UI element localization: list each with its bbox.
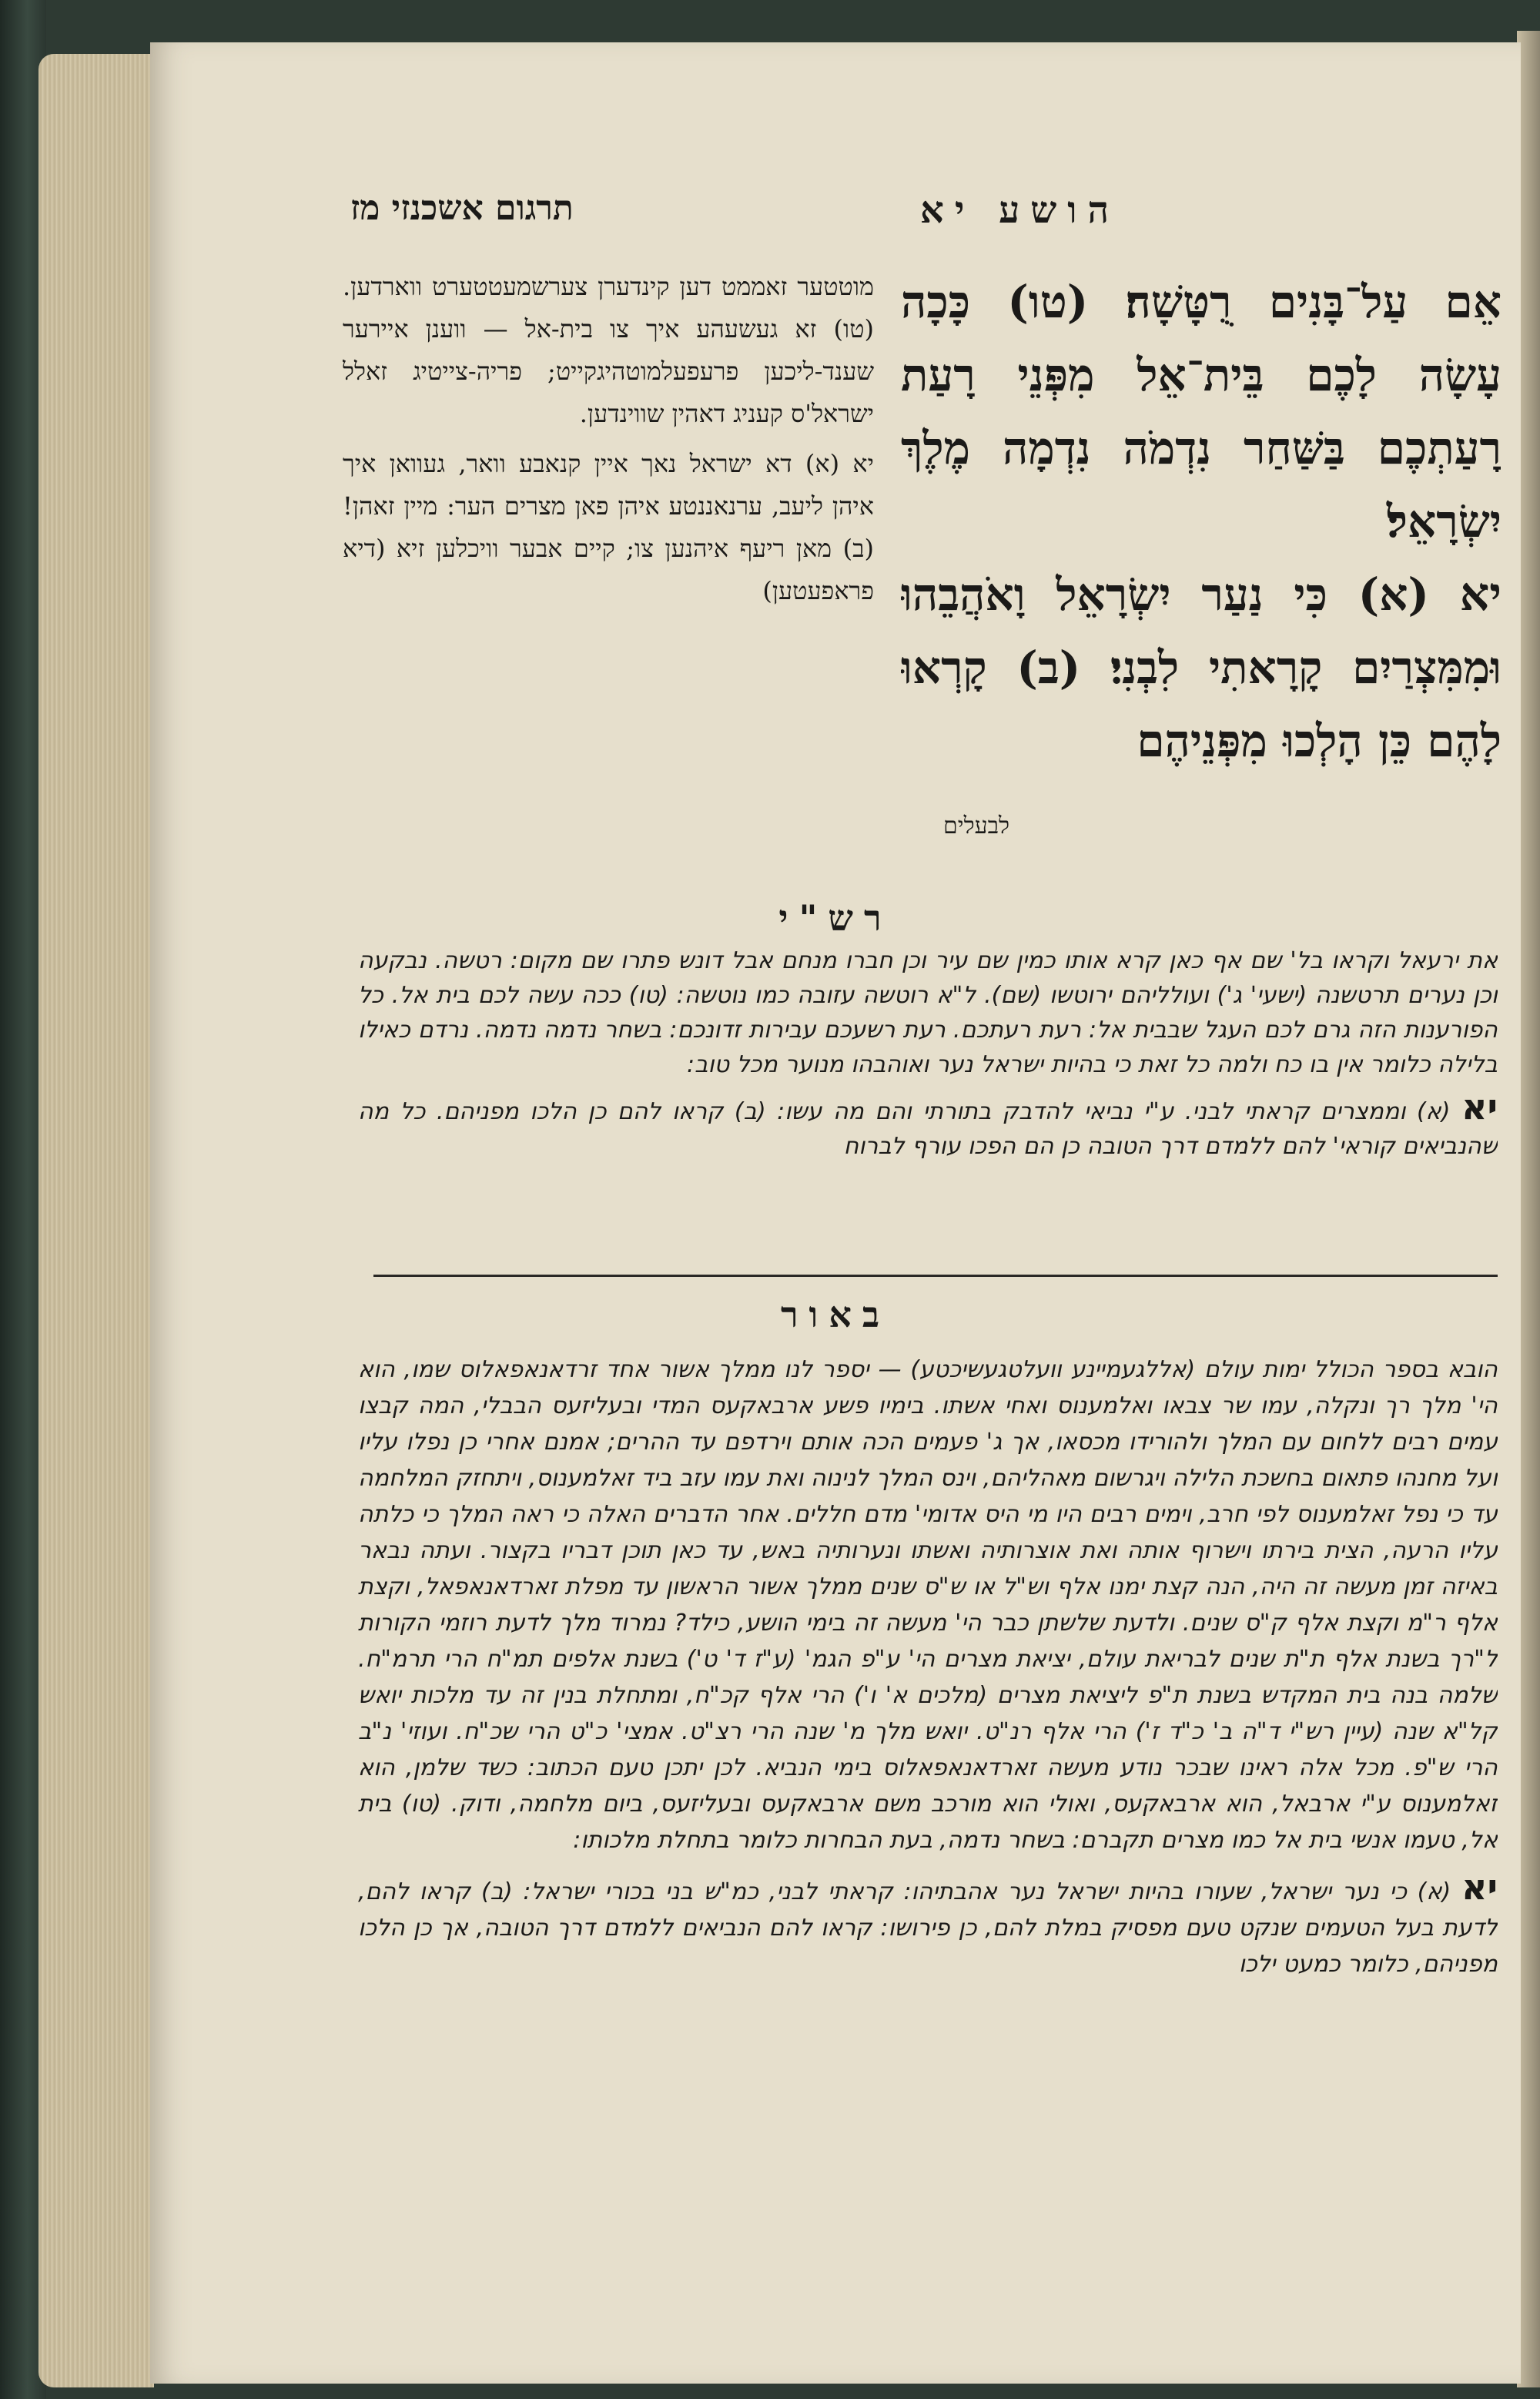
book-page — [150, 42, 1521, 2384]
biur-commentary — [358, 1352, 1498, 2291]
scripture-verse: (א) כִּי נַעַר יִשְׂרָאֵל וָאֹהֲבֵהוּ וּמִמִּצְרַיִם קָרָאתִי לִבְנִי׃ (ב) קָרְאוּ לָהֶם כֵּן הָלְכוּ מִפְּנֵיהֶם — [901, 568, 1502, 767]
scripture-verse: אֵם עַל־בָּנִים רֻטָּשָׁה׃ (טו) כָּכָה עָשָׂה לָכֶם בֵּית־אֵל מִפְּנֵי רָעַת רָעַתְכֶם בַּשַּׁחַר נִדְמֹה נִדְמָה מֶלֶךְ יִשְׂרָאֵל׃ — [901, 276, 1502, 548]
rashi-paragraph: (א) וממצרים קראתי לבני. ע"י נביאי להדבק בתורתי והם מה עשו: (ב) קראו להם כן הלכו מפניהם. כל מה שהנביאים קוראי' להם ללמדם דרך הטובה כן הם הפכו עורף — [358, 1098, 1498, 1160]
header-translation-title: תרגום אשכנזי מז — [350, 189, 574, 228]
translation-column — [343, 266, 874, 913]
biur-paragraph-group — [358, 1866, 1498, 1982]
scripture-verse-group — [901, 558, 1502, 778]
rashi-commentary — [358, 943, 1498, 1190]
page-edges — [38, 54, 154, 2387]
running-header — [150, 189, 1521, 250]
chapter-marker: יא — [1461, 1866, 1498, 1908]
section-divider — [373, 1275, 1498, 1277]
header-book-chapter: הושע יא — [920, 189, 1120, 232]
rashi-title: רש"י — [778, 897, 892, 939]
chapter-marker: יא — [1459, 568, 1502, 622]
translation-paragraph: מוטטער זאממט דען קינדערן צערשמעטטערט ווארדען. (טו) זא געשעהע איך צו בית-אל — ווענן איירער שענד-ליכען פרעפעלמוטהיגקייט; פריה-צייטיג זאלל ישראל'ס קעניג דאהין שווינדען. — [343, 272, 874, 428]
scripture-catchword: לבעלים — [943, 813, 1010, 839]
rashi-catchword: לברוח — [843, 1133, 905, 1160]
biur-title: באור — [780, 1294, 891, 1335]
scripture-column — [901, 266, 1502, 866]
biur-catchword: ילכו — [1238, 1951, 1276, 1978]
rashi-paragraph: את ירעאל וקראו בל' שם אף כאן קרא אותו כמין שם עיר וכן חברו מנחם אבל דונש פתרו שם מקום: רטשה. נבקעה וכן נערים תרטשנה (ישעי' ג') ועולליהם ירוטשו (שם). ל"א רוטשה עזובה כמו נוטשה: (טו) ככה עשה לכם בית אל. כל הפורענות הזה גרם לכם העגל שבבית אל: רעת רעתכם. רעת רשעכם עבירות זדונכם: בשחר נדמה נדמה. נרדם כאילו בלילה כלומר אין בו כח ולמה כל זאת כי בהיות ישראל נער ואוהבהו מנוער מכל טוב: — [358, 947, 1498, 1078]
biur-paragraph: (א) כי נער ישראל, שעורו בהיות ישראל נער אהבתיהו: קראתי לבני, כמ"ש בני בכורי ישראל: (ב) קראו להם, לדעת בעל הטעמים שנקט טעם מפסיק במלת להם, כן פירושו: קראו להם הנביאים ללמדם דרך הטובה, אך כן הלכו מפניהם, כלומר כמעט — [358, 1878, 1498, 1978]
rashi-paragraph-group — [358, 1086, 1498, 1164]
translation-paragraph: יא (א) דא ישראל נאך איין קנאבע וואר, געוואן איך איהן ליעב, ערנאננטע איהן פאן מצרים הער: מיין זאהן! (ב) מאן ריעף איהנען צו; קיים אבער וויכלען זיא (דיא פראפעטען) — [343, 449, 874, 605]
biur-paragraph: הובא בספר הכולל ימות עולם (אללגעמיינע וועלטגעשיכטע) — יספר לנו ממלך אשור אחד זרדאנאפאלוס שמו, הוא הי' מלך רך ונקלה, עמו שר צבאו ואלמענוס ואחי אשתו. בימיו פשע ארבאקעס המדי ובעליזעס הבבלי, המה קבצו עמים רבים ללחום עם המלך ולהורידו מכסאו, אך ג' פעמים הכה אותם וירדפם עד ההרים; אמנם אחרי כן נפלו עליו ועל מחנהו פתאום בחשכת הלילה ויגרשום מאהליהם, וינס המלך לנינוה ואת עמו עזב ביד זאלמענוס, ויתחזק המלחמה עד כי נפל זאלמענוס לפי חרב, וימים רבים היו מי היס אדומי' מדם חללים. אחר הדברים האלה כי ראה המלך כי כלתה עליו הרעה, הצית בירתו וישרוף אותה ואת אוצרותיה ואשתו ונערותיה באש, עד כאן תוכן דבריו בקצור. ועתה נבאר באיזה זמן מעשה זה היה, הנה קצת ימנו אלף וש"ל או ש"ס שנים ממלך אשור הראשון עד מפלת זארדאנאפאל, וקצת אלף ר"מ וקצת אלף ק"ס שנים. ולדעת שלשתן כבר הי' מעשה זה בימי הושע, כילד? נמרוד מלך לדעת רוזמי הקורות ל"רך בשנת אלף ת"ת שנים לבריאת עולם, יציאת מצרים הי' ע"פ הגמ' (ע"ז ד' ט') בשנת אלפים תמ"ח הרי תרמ"ח. שלמה בנה בית המקדש בשנת ת"פ ליציאת מצרים (מלכים א' ו') הרי אלף קכ"ח, ומתחלת בנין זה עד מלכות יואש קל"א שנה (עיין רש"י ד"ה ב' כ"ד ז') הרי אלף רנ"ט. יואש מלך מ' שנה הרי רצ"ט. אמצי' כ"ט הרי שכ"ח. ועוזי' נ"ב הרי ש"פ. מכל אלה ראינו שבכר נודע מעשה זארדאנאפאלוס בימי הנביא. לכן יתכן טעם הכתוב: כשד שלמן, הוא זאלמענוס ע"י ארבאל, הוא ארבאקעס, ואולי הוא מורכב משם ארבאקעס ובעליזעס, ביום מלחמה, ודוק. (טו) בית אל, טעמו אנשי בית אל כמו מצרים תקברם: בשחר נדמה, בעת הבחרות כלומר בתחלת מלכותו: — [358, 1356, 1498, 1854]
chapter-marker: יא — [1461, 1086, 1498, 1127]
